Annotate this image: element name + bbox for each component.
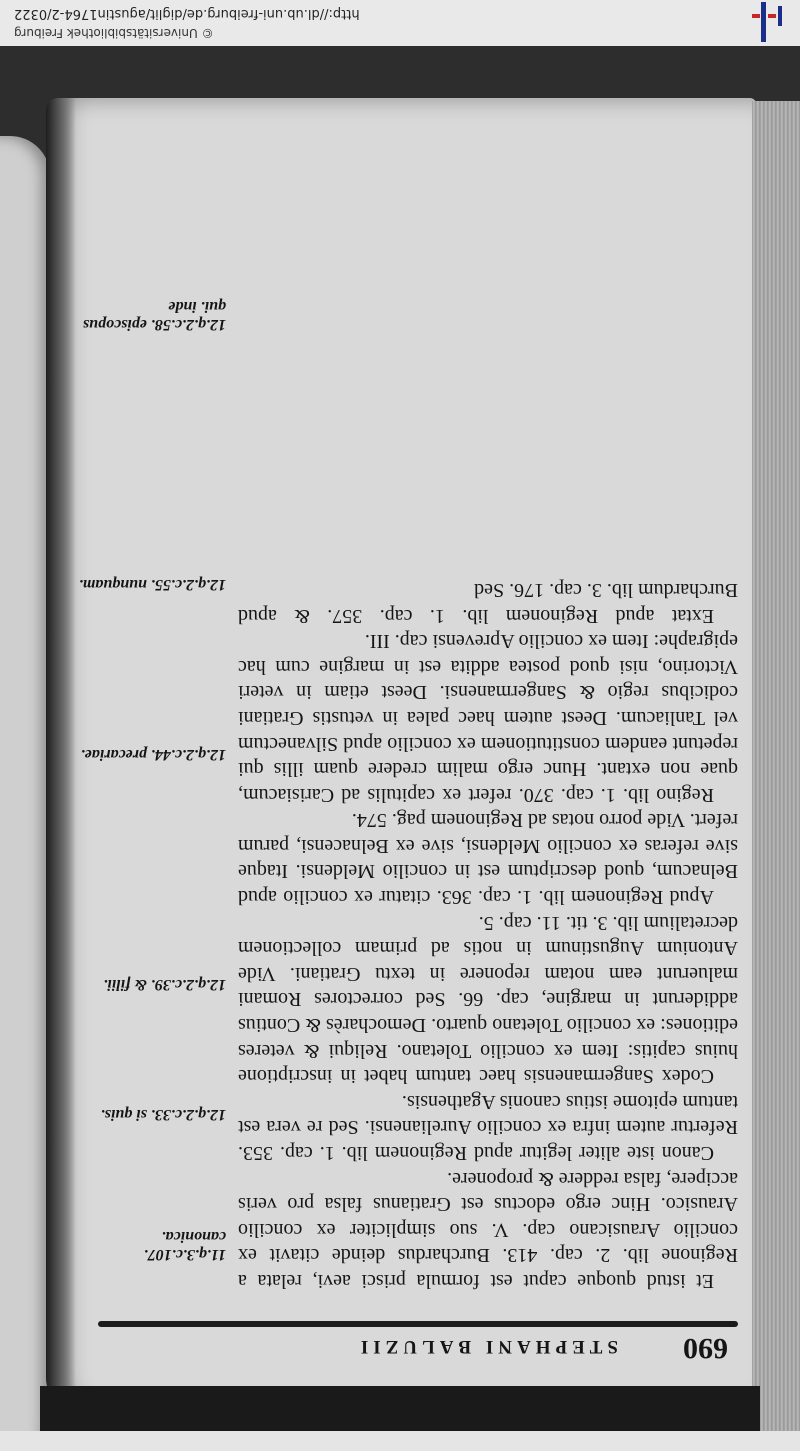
paragraph: Apud Reginonem lib. 1. cap. 363. citatur ex concilio apud Belnacum, quod descriptum est in concilio Meldensi. Itaque sive referas ex concilio Meldensi, sive ex Belnacensi, parum refert. Vide porro notas ad Reginonem pag. 574. [238,809,738,909]
copyright-holder: © Universitätsbibliothek Freiburg [14,26,214,40]
margin-note: 12.q.2.c.33. si quis. [100,1106,226,1123]
viewer-header [0,0,800,47]
viewer-footer [0,1431,800,1451]
paragraph: Canon iste aliter legitur apud Reginonem lib. 1. cap. 353. Refertur autem infra ex concilio Aurelianensi. Sed re vera est tantum epitome istius canonis Agathensis. [238,1090,738,1165]
facing-page-edge [0,136,50,1431]
margin-note: 12.q.2.c.39. & filii. [103,976,226,993]
paragraph: Et istud quoque caput est formula prisci aevi, relata a Reginone lib. 2. cap. 413. Burchardus deinde citavit ex concilio Arausicano cap. V. suo simpliciter ex concilio Arausico. Hinc ergo edoctus est Gratianus falsa pro veris accipere, falsa reddere & proponere. [238,1167,738,1292]
paragraph: Extat apud Reginonem lib. 1. cap. 357. & apud Burchardum lib. 3. cap. 176. Sed [238,578,738,627]
library-logo-icon [752,2,794,42]
body-text [238,576,738,1293]
header-rule [98,1321,738,1327]
page-number: 690 [683,1332,728,1365]
scanned-spread [0,46,800,1431]
image-url[interactable]: http://dl.ub.uni-freiburg.de/diglit/agustin1764-2/0322 [14,6,360,21]
running-head: STEPHANI BALUZII [355,1336,618,1357]
page-fore-edge [752,101,800,1431]
margin-note: 11.q.3.c.107. canonica. [143,1228,226,1263]
margin-note: 12.q.2.c.58. episcopus qui. inde [82,298,226,333]
paragraph: Codex Sangermanensis haec tantum habet in inscriptione huius capitis: Item ex concilio Toletano. Reliqui & veteres editiones: ex concilio Toletano quarto. Democharès & Contius addiderunt in margine, cap. 66. Sed correctores Romani maluerunt eam notam reponere in textu Gratiani. Vide Antonium Augustinum in notis ad primam collectionem decretalium lib. 3. tit. 11. cap. 5. [238,911,738,1088]
margin-note: 12.q.2.c.55. nunquam. [78,576,226,593]
margin-note: 12.q.2.c.44. precariae. [80,746,226,763]
printed-text-block [58,271,738,1371]
page-header [88,1331,728,1371]
paragraph: Regino lib. 1. cap. 370. refert ex capitulis ad Carisiacum, quae non extant. Hunc ergo malim credere quam illis qui repetunt eandem constitutionem ex concilio apud Silvanectum vel Tanliacum. Deest autem haec palea in vetustis Gratiani codicibus regio & Sangermanensi. Deest etiam in veteri Victorino, nisi quod postea addita est in margine cum hac epigraphe: Item ex concilio Aprevensi cap. III. [238,630,738,806]
viewer-header-inner [0,0,800,46]
book-edge [40,1386,760,1431]
